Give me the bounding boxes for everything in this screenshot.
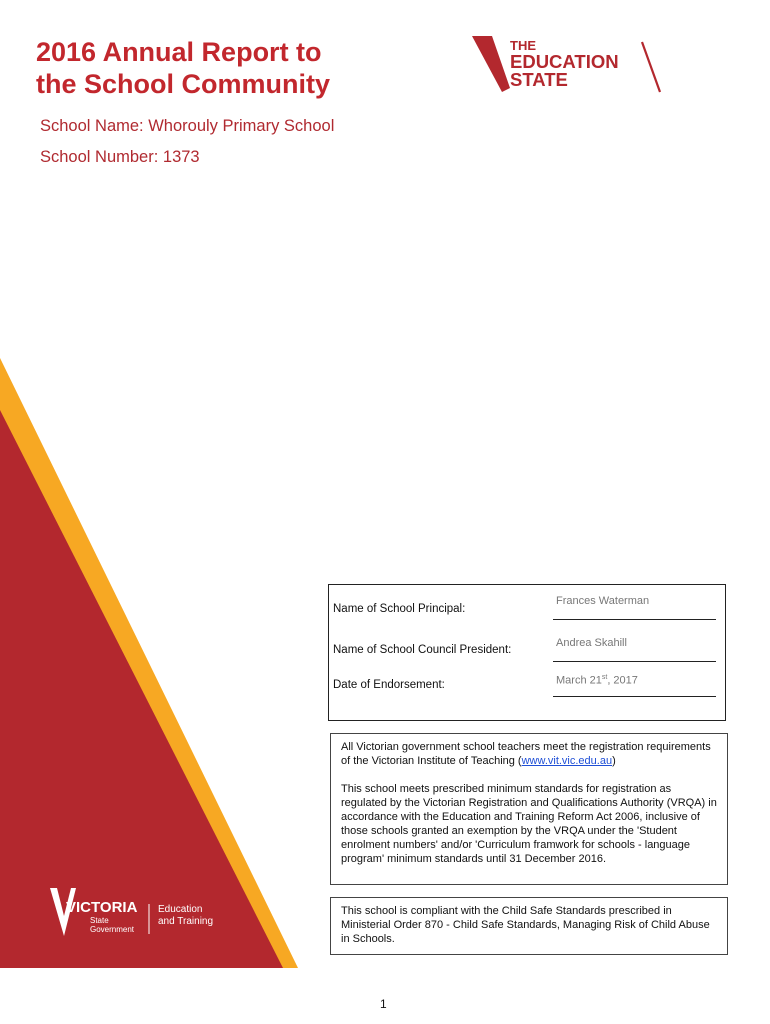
child-safe-statement-box (330, 897, 728, 955)
registration-paragraph-2: This school meets prescribed minimum standards for registration as regulated by the Victorian Registration and Qualifications Authority (VRQA) in accordance with the Education and Training Reform Act 2006, inclusive of those schools granted an exemption by the VRQA under the 'Student enrolment numbers' and/or 'Curriculum framwork for schools - language program' minimum standards until 31 December 2016. (341, 783, 717, 865)
date-label: Date of Endorsement: (333, 679, 445, 691)
principal-signature-line (553, 619, 716, 620)
logo-text-the: THE (510, 38, 536, 53)
president-signature-line (553, 661, 716, 662)
date-signature-line (553, 696, 716, 697)
victoria-state: State (90, 916, 109, 925)
date-prefix: March 21 (556, 674, 602, 687)
victoria-government-logo (50, 886, 250, 942)
report-title-line-1: 2016 Annual Report to (36, 37, 322, 67)
school-name: School Name: Whorouly Primary School (40, 117, 335, 135)
logo-slash (642, 42, 660, 92)
education-state-logo (470, 34, 665, 98)
date-suffix: , 2017 (607, 674, 638, 687)
dept-line-1: Education (158, 904, 203, 915)
registration-p1-end: ) (612, 755, 616, 767)
vit-link[interactable]: www.vit.vic.edu.au (521, 755, 613, 767)
education-state-chevron (472, 36, 510, 92)
dept-line-2: and Training (158, 916, 214, 927)
victoria-government: Government (90, 925, 135, 934)
registration-paragraph-1 (341, 740, 717, 768)
president-label: Name of School Council President: (333, 644, 512, 656)
report-title (36, 36, 456, 100)
school-number: School Number: 1373 (40, 148, 200, 166)
registration-statement-box (330, 733, 728, 885)
registration-p1-text: All Victorian government school teachers meet the registration requirements of the Victorian Institute of Teaching ( (341, 741, 711, 767)
report-title-line-2: the School Community (36, 69, 331, 99)
endorsement-box (328, 584, 726, 721)
date-ordinal: st (601, 674, 608, 681)
victoria-wordmark: VICTORIA (66, 899, 138, 916)
president-value: Andrea Skahill (556, 637, 627, 649)
date-value (556, 674, 638, 687)
principal-value: Frances Waterman (556, 595, 650, 607)
logo-text-education: EDUCATION (510, 51, 619, 72)
principal-label: Name of School Principal: (333, 603, 466, 615)
child-safe-paragraph: This school is compliant with the Child Safe Standards prescribed in Ministerial Order 870 - Child Safe Standards, Managing Risk of Child Abuse in Schools. (341, 905, 710, 945)
page-number: 1 (380, 997, 387, 1011)
logo-text-state: STATE (510, 69, 568, 90)
